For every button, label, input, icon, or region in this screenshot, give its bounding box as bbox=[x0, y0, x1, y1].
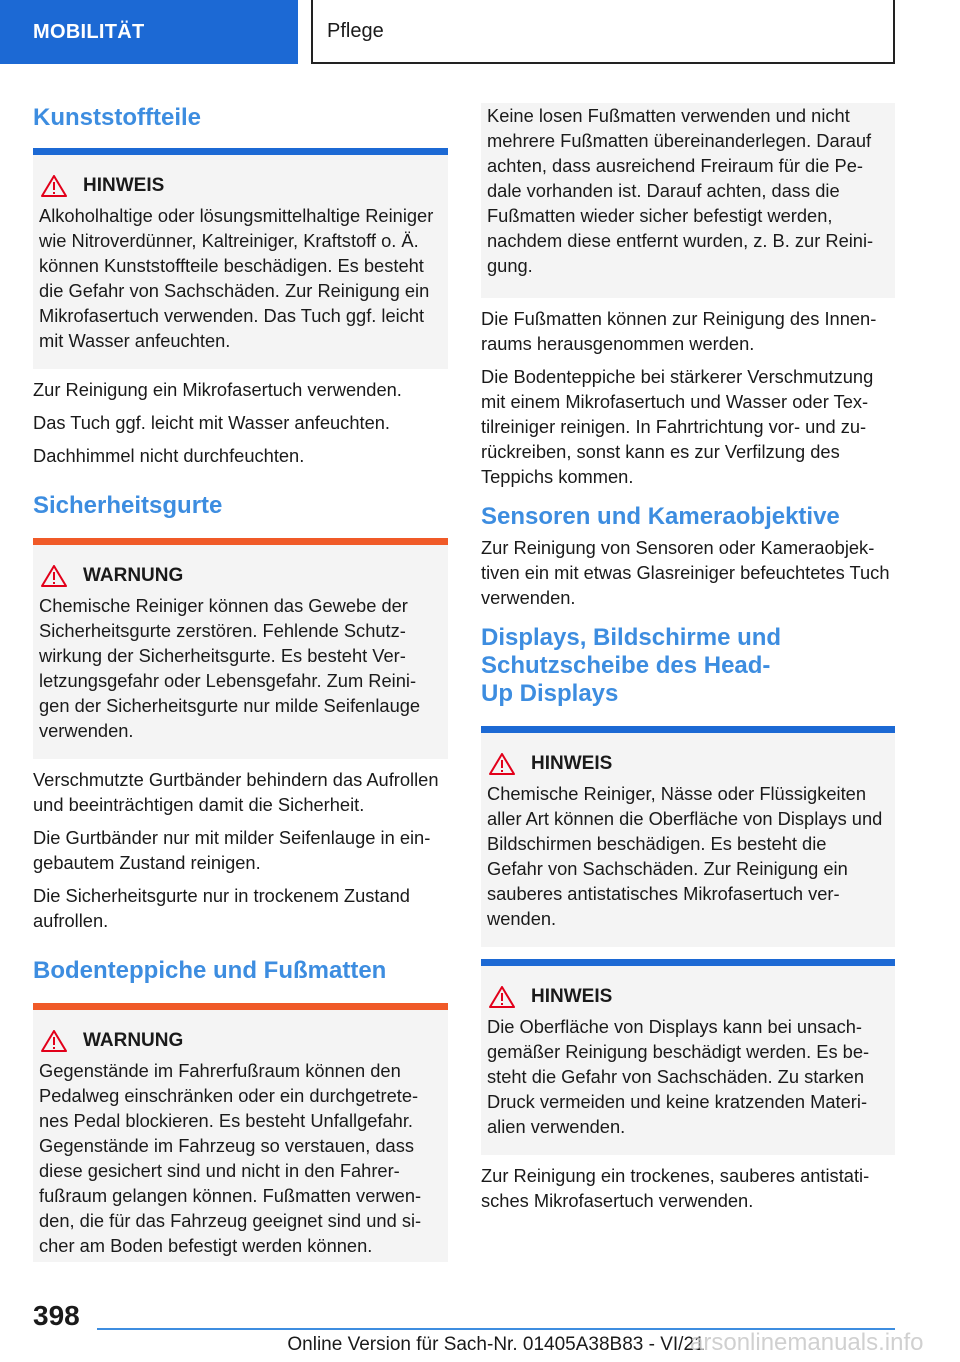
notice-bar bbox=[33, 148, 448, 155]
paragraph: Zur Reinigung ein trockenes, sauberes antistatisches Mikrofasertuch verwenden. bbox=[481, 1165, 870, 1211]
warning-text-continued: Keine losen Fußmatten verwenden und nicht mehrere Fußmatten übereinanderlegen. Darauf achten, dass ausreichend Freiraum für die Pedale vorhanden ist. Darauf achten, dass die Fußmatten wieder sicher befestigt werden, nachdem diese entfernt wurden, z. B. zur Reinigung. bbox=[487, 105, 874, 276]
warning-title: WARNUNG bbox=[83, 1030, 184, 1051]
notice-text: Chemische Reiniger, Nässe oder Flüssigkeiten aller Art können die Oberfläche von Displays und Bildschirmen beschädigen. Es besteht die Gefahr von Sachschäden. Zur Reinigung ein sauberes antistatisches Mikrofasertuch verwenden. bbox=[487, 783, 883, 929]
notice-box-displays-1 bbox=[481, 726, 895, 947]
notice-bar bbox=[481, 726, 895, 733]
paragraph: Zur Reinigung ein Mikrofasertuch verwenden. bbox=[33, 379, 402, 400]
paragraph: Die Gurtbänder nur mit milder Seifenlauge in eingebautem Zustand reinigen. bbox=[33, 827, 431, 873]
paragraph: Zur Reinigung von Sensoren oder Kameraobjektiven ein mit etwas Glasreiniger befeuchtetes Tuch verwenden. bbox=[481, 537, 890, 608]
heading-displays bbox=[481, 624, 895, 708]
paragraph: Verschmutzte Gurtbänder behindern das Aufrollen und beeinträchtigen damit die Sicherheit. bbox=[33, 769, 439, 815]
warning-title: WARNUNG bbox=[83, 565, 184, 586]
paragraph: Dachhimmel nicht durchfeuchten. bbox=[33, 445, 305, 466]
notice-bar bbox=[481, 959, 895, 966]
online-version-note: Online Version für Sach-Nr. 01405A38B83 - VI/21 bbox=[287, 1334, 705, 1355]
right-column bbox=[481, 103, 895, 1213]
heading-sensoren: Sensoren und Kameraobjektive bbox=[481, 503, 840, 530]
left-column bbox=[33, 98, 448, 1262]
paragraph: Die Bodenteppiche bei stärkerer Verschmutzung mit einem Mikrofasertuch und Wasser oder Textilreiniger reinigen. In Fahrtrichtung vor- und zurückreiben, sonst kann es zur Verfilzung des Teppichs kommen. bbox=[481, 366, 874, 487]
page-number: 398 bbox=[33, 1300, 80, 1331]
chapter-tab bbox=[0, 0, 298, 64]
warning-triangle-icon bbox=[41, 1030, 67, 1052]
heading-line: Schutzscheibe des Head- bbox=[481, 652, 771, 679]
notice-title: HINWEIS bbox=[83, 175, 165, 196]
paragraph: Das Tuch ggf. leicht mit Wasser anfeuchten. bbox=[33, 412, 390, 433]
warning-text: Gegenstände im Fahrerfußraum können den Pedalweg einschränken oder ein durchgetretenes Pedal blockieren. Es besteht Unfallgefahr. Gegenstände im Fahrzeug so verstauen, dass diese gesichert sind und nicht in den Fahrerfußraum gelangen können. Fußmatten verwenden, die für das Fahrzeug geeignet sind und sicher am Boden befestigt werden können. bbox=[39, 1060, 422, 1256]
section-header bbox=[311, 0, 895, 64]
section-label: Pflege bbox=[327, 19, 384, 42]
notice-title: HINWEIS bbox=[531, 986, 613, 1007]
heading-line: Up Displays bbox=[481, 680, 619, 707]
heading-kunststoffteile: Kunststoffteile bbox=[33, 104, 201, 131]
heading-sicherheitsgurte: Sicherheitsgurte bbox=[33, 492, 223, 519]
watermark: arsonlinemanuals.info bbox=[690, 1329, 924, 1356]
warning-bar bbox=[33, 538, 448, 545]
notice-title: HINWEIS bbox=[531, 753, 613, 774]
warning-bar bbox=[33, 1003, 448, 1010]
paragraph: Die Sicherheitsgurte nur in trockenem Zustand aufrollen. bbox=[33, 885, 410, 931]
warning-triangle-icon bbox=[41, 175, 67, 197]
notice-box-displays-2 bbox=[481, 959, 895, 1155]
warning-box-gurte bbox=[33, 538, 448, 759]
chapter-label: MOBILITÄT bbox=[33, 20, 145, 43]
warning-triangle-icon bbox=[489, 753, 515, 775]
heading-bodenteppiche: Bodenteppiche und Fußmatten bbox=[33, 957, 387, 984]
warning-box-boden bbox=[33, 1003, 448, 1262]
warning-triangle-icon bbox=[41, 565, 67, 587]
notice-text: Die Oberfläche von Displays kann bei unsachgemäßer Reinigung beschädigt werden. Es besteht die Gefahr von Sachschäden. Zu starken Druck vermeiden und keine kratzenden Materialien verwenden. bbox=[487, 1016, 870, 1137]
notice-box-kunststoff bbox=[33, 148, 448, 369]
warning-text: Chemische Reiniger können das Gewebe der Sicherheitsgurte zerstören. Fehlende Schutzwirkung der Sicherheitsgurte. Es besteht Verletzungsgefahr oder Lebensgefahr. Zum Reinigen der Sicherheitsgurte nur milde Seifenlauge verwenden. bbox=[39, 595, 421, 741]
warning-triangle-icon bbox=[489, 986, 515, 1008]
paragraph: Die Fußmatten können zur Reinigung des Innenraums herausgenommen werden. bbox=[481, 308, 877, 354]
notice-text: Alkoholhaltige oder lösungsmittelhaltige Reiniger wie Nitroverdünner, Kaltreiniger, Kraftstoff o. Ä. können Kunststoffteile beschädigen. Es besteht die Gefahr von Sachschäden. Zur Reinigung ein Mikrofasertuch verwenden. Das Tuch ggf. leicht mit Wasser anfeuchten. bbox=[39, 205, 434, 351]
heading-line: Displays, Bildschirme und bbox=[481, 624, 782, 651]
warning-box-boden-continued bbox=[481, 103, 895, 298]
